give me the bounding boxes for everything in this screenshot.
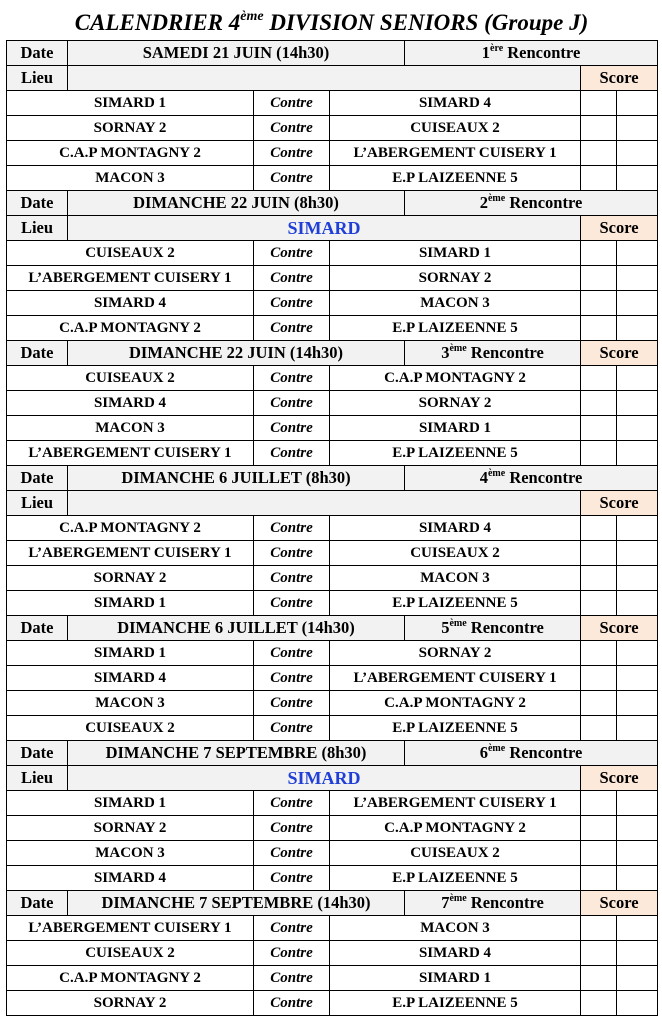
rencontre-label: Rencontre (505, 743, 583, 762)
lieu-label: Lieu (7, 766, 68, 791)
rencontre-label: Rencontre (505, 468, 583, 487)
round-number-value: 4 (479, 468, 488, 487)
home-team: SIMARD 4 (7, 666, 254, 691)
round-number (405, 466, 658, 491)
round-number (405, 891, 581, 916)
away-score-cell (617, 641, 658, 666)
home-score-cell (581, 991, 617, 1016)
away-team: SORNAY 2 (330, 391, 581, 416)
home-score-cell (581, 666, 617, 691)
home-team: L’ABERGEMENT CUISERY 1 (7, 916, 254, 941)
calendar-sheet (6, 6, 657, 1016)
round-number-value: 5 (441, 618, 450, 637)
away-team: E.P LAIZEENNE 5 (330, 166, 581, 191)
away-team: MACON 3 (330, 566, 581, 591)
home-score-cell (581, 266, 617, 291)
home-team: SIMARD 4 (7, 866, 254, 891)
home-team: SORNAY 2 (7, 566, 254, 591)
match-row (7, 391, 658, 416)
round-number-value: 7 (441, 893, 450, 912)
round-date-row (7, 891, 658, 916)
round-date-row (7, 616, 658, 641)
page-title: CALENDRIER 4ème DIVISION SENIORS (Groupe J) (74, 9, 589, 35)
home-team: SIMARD 1 (7, 641, 254, 666)
home-team: SIMARD 1 (7, 91, 254, 116)
away-team: CUISEAUX 2 (330, 541, 581, 566)
away-score-cell (617, 441, 658, 466)
match-row (7, 441, 658, 466)
versus-label: Contre (254, 291, 330, 316)
home-score-cell (581, 291, 617, 316)
away-score-cell (617, 91, 658, 116)
match-row (7, 566, 658, 591)
match-row (7, 841, 658, 866)
round-number-suffix: ème (487, 193, 506, 204)
away-score-cell (617, 866, 658, 891)
versus-label: Contre (254, 266, 330, 291)
home-score-cell (581, 541, 617, 566)
round-number-suffix: ème (449, 618, 467, 629)
score-label: Score (581, 216, 658, 241)
away-score-cell (617, 591, 658, 616)
away-score-cell (617, 366, 658, 391)
rencontre-label: Rencontre (505, 193, 583, 212)
round-number-value: 2 (479, 193, 488, 212)
away-team: SORNAY 2 (330, 266, 581, 291)
rencontre-label: Rencontre (503, 43, 581, 62)
home-score-cell (581, 366, 617, 391)
versus-label: Contre (254, 116, 330, 141)
home-score-cell (581, 641, 617, 666)
home-team: CUISEAUX 2 (7, 241, 254, 266)
home-score-cell (581, 116, 617, 141)
home-team: SIMARD 4 (7, 391, 254, 416)
rencontre-label: Rencontre (466, 343, 544, 362)
away-score-cell (617, 316, 658, 341)
home-team: CUISEAUX 2 (7, 941, 254, 966)
versus-label: Contre (254, 241, 330, 266)
away-team: E.P LAIZEENNE 5 (330, 316, 581, 341)
away-team: E.P LAIZEENNE 5 (330, 441, 581, 466)
away-score-cell (617, 966, 658, 991)
away-score-cell (617, 716, 658, 741)
away-score-cell (617, 116, 658, 141)
away-score-cell (617, 791, 658, 816)
home-score-cell (581, 791, 617, 816)
away-team: SIMARD 1 (330, 416, 581, 441)
away-score-cell (617, 291, 658, 316)
away-team: SORNAY 2 (330, 641, 581, 666)
lieu-label: Lieu (7, 216, 68, 241)
away-team: CUISEAUX 2 (330, 841, 581, 866)
away-score-cell (617, 666, 658, 691)
home-team: CUISEAUX 2 (7, 716, 254, 741)
round-date: DIMANCHE 7 SEPTEMBRE (14h30) (68, 891, 405, 916)
match-row (7, 366, 658, 391)
round-number-value: 1 (481, 43, 490, 62)
away-score-cell (617, 541, 658, 566)
away-team: C.A.P MONTAGNY 2 (330, 816, 581, 841)
match-row (7, 991, 658, 1016)
away-score-cell (617, 916, 658, 941)
round-number-suffix: ème (449, 343, 467, 354)
away-team: SIMARD 1 (330, 241, 581, 266)
home-team: SIMARD 1 (7, 591, 254, 616)
home-team: C.A.P MONTAGNY 2 (7, 141, 254, 166)
home-score-cell (581, 91, 617, 116)
away-score-cell (617, 516, 658, 541)
home-team: SORNAY 2 (7, 991, 254, 1016)
home-score-cell (581, 166, 617, 191)
away-team: E.P LAIZEENNE 5 (330, 591, 581, 616)
versus-label: Contre (254, 641, 330, 666)
away-team: SIMARD 4 (330, 941, 581, 966)
home-team: CUISEAUX 2 (7, 366, 254, 391)
home-team: L’ABERGEMENT CUISERY 1 (7, 266, 254, 291)
away-team: E.P LAIZEENNE 5 (330, 716, 581, 741)
match-row (7, 91, 658, 116)
home-team: SIMARD 1 (7, 791, 254, 816)
versus-label: Contre (254, 666, 330, 691)
match-row (7, 916, 658, 941)
round-date: DIMANCHE 6 JUILLET (14h30) (68, 616, 405, 641)
versus-label: Contre (254, 366, 330, 391)
versus-label: Contre (254, 866, 330, 891)
date-label: Date (7, 891, 68, 916)
venue: SIMARD (68, 766, 581, 791)
date-label: Date (7, 616, 68, 641)
schedule-table (6, 40, 658, 1016)
versus-label: Contre (254, 716, 330, 741)
away-team: E.P LAIZEENNE 5 (330, 866, 581, 891)
home-score-cell (581, 816, 617, 841)
home-team: SORNAY 2 (7, 116, 254, 141)
away-team: L’ABERGEMENT CUISERY 1 (330, 141, 581, 166)
home-team: C.A.P MONTAGNY 2 (7, 966, 254, 991)
home-team: L’ABERGEMENT CUISERY 1 (7, 541, 254, 566)
home-score-cell (581, 416, 617, 441)
versus-label: Contre (254, 566, 330, 591)
home-team: L’ABERGEMENT CUISERY 1 (7, 441, 254, 466)
away-score-cell (617, 941, 658, 966)
venue: SIMARD (68, 216, 581, 241)
round-number (405, 616, 581, 641)
round-number-value: 3 (441, 343, 450, 362)
round-date: DIMANCHE 22 JUIN (14h30) (68, 341, 405, 366)
round-lieu-row (7, 66, 658, 91)
versus-label: Contre (254, 316, 330, 341)
home-score-cell (581, 241, 617, 266)
versus-label: Contre (254, 91, 330, 116)
match-row (7, 266, 658, 291)
away-team: CUISEAUX 2 (330, 116, 581, 141)
home-score-cell (581, 966, 617, 991)
versus-label: Contre (254, 141, 330, 166)
date-label: Date (7, 41, 68, 66)
round-lieu-row (7, 216, 658, 241)
home-team: MACON 3 (7, 841, 254, 866)
match-row (7, 141, 658, 166)
round-date-row (7, 191, 658, 216)
away-score-cell (617, 691, 658, 716)
match-row (7, 241, 658, 266)
versus-label: Contre (254, 841, 330, 866)
score-label: Score (581, 891, 658, 916)
date-label: Date (7, 191, 68, 216)
versus-label: Contre (254, 166, 330, 191)
rencontre-label: Rencontre (466, 893, 544, 912)
round-date: SAMEDI 21 JUIN (14h30) (68, 41, 405, 66)
away-team: MACON 3 (330, 291, 581, 316)
away-team: SIMARD 1 (330, 966, 581, 991)
round-date-row (7, 341, 658, 366)
round-date-row (7, 466, 658, 491)
round-number-suffix: ème (487, 743, 506, 754)
venue (68, 66, 581, 91)
round-number-suffix: ème (449, 893, 467, 904)
round-lieu-row (7, 491, 658, 516)
round-number (405, 41, 658, 66)
match-row (7, 316, 658, 341)
home-team: SORNAY 2 (7, 816, 254, 841)
score-label: Score (581, 766, 658, 791)
match-row (7, 791, 658, 816)
round-number (405, 341, 581, 366)
versus-label: Contre (254, 966, 330, 991)
versus-label: Contre (254, 816, 330, 841)
rencontre-label: Rencontre (466, 618, 544, 637)
score-label: Score (581, 616, 658, 641)
away-score-cell (617, 816, 658, 841)
home-team: MACON 3 (7, 691, 254, 716)
round-date-row (7, 741, 658, 766)
match-row (7, 816, 658, 841)
home-score-cell (581, 441, 617, 466)
match-row (7, 166, 658, 191)
away-score-cell (617, 266, 658, 291)
match-row (7, 866, 658, 891)
match-row (7, 516, 658, 541)
home-team: SIMARD 4 (7, 291, 254, 316)
away-score-cell (617, 566, 658, 591)
versus-label: Contre (254, 516, 330, 541)
versus-label: Contre (254, 691, 330, 716)
round-date: DIMANCHE 6 JUILLET (8h30) (68, 466, 405, 491)
versus-label: Contre (254, 991, 330, 1016)
versus-label: Contre (254, 941, 330, 966)
away-team: L’ABERGEMENT CUISERY 1 (330, 791, 581, 816)
round-number-suffix: ème (487, 468, 506, 479)
round-date: DIMANCHE 22 JUIN (8h30) (68, 191, 405, 216)
match-row (7, 691, 658, 716)
away-team: SIMARD 4 (330, 91, 581, 116)
home-score-cell (581, 916, 617, 941)
home-score-cell (581, 716, 617, 741)
round-number (405, 191, 658, 216)
away-team: MACON 3 (330, 916, 581, 941)
away-team: L’ABERGEMENT CUISERY 1 (330, 666, 581, 691)
versus-label: Contre (254, 416, 330, 441)
home-team: MACON 3 (7, 166, 254, 191)
away-score-cell (617, 241, 658, 266)
home-score-cell (581, 941, 617, 966)
match-row (7, 641, 658, 666)
round-lieu-row (7, 766, 658, 791)
score-label: Score (581, 341, 658, 366)
home-score-cell (581, 391, 617, 416)
versus-label: Contre (254, 916, 330, 941)
away-team: E.P LAIZEENNE 5 (330, 991, 581, 1016)
match-row (7, 941, 658, 966)
match-row (7, 116, 658, 141)
date-label: Date (7, 341, 68, 366)
round-date: DIMANCHE 7 SEPTEMBRE (8h30) (68, 741, 405, 766)
lieu-label: Lieu (7, 66, 68, 91)
away-team: SIMARD 4 (330, 516, 581, 541)
match-row (7, 541, 658, 566)
away-score-cell (617, 391, 658, 416)
lieu-label: Lieu (7, 491, 68, 516)
home-team: MACON 3 (7, 416, 254, 441)
home-score-cell (581, 141, 617, 166)
round-number-suffix: ère (490, 43, 504, 54)
away-score-cell (617, 991, 658, 1016)
versus-label: Contre (254, 541, 330, 566)
versus-label: Contre (254, 591, 330, 616)
match-row (7, 666, 658, 691)
match-row (7, 716, 658, 741)
away-score-cell (617, 841, 658, 866)
match-row (7, 291, 658, 316)
score-label: Score (581, 491, 658, 516)
home-team: C.A.P MONTAGNY 2 (7, 316, 254, 341)
home-team: C.A.P MONTAGNY 2 (7, 516, 254, 541)
home-score-cell (581, 566, 617, 591)
home-score-cell (581, 691, 617, 716)
match-row (7, 966, 658, 991)
round-number (405, 741, 658, 766)
date-label: Date (7, 741, 68, 766)
away-score-cell (617, 166, 658, 191)
away-team: C.A.P MONTAGNY 2 (330, 691, 581, 716)
round-date-row (7, 41, 658, 66)
away-score-cell (617, 141, 658, 166)
home-score-cell (581, 866, 617, 891)
home-score-cell (581, 316, 617, 341)
home-score-cell (581, 591, 617, 616)
round-number-value: 6 (479, 743, 488, 762)
home-score-cell (581, 516, 617, 541)
match-row (7, 416, 658, 441)
home-score-cell (581, 841, 617, 866)
versus-label: Contre (254, 391, 330, 416)
match-row (7, 591, 658, 616)
away-team: C.A.P MONTAGNY 2 (330, 366, 581, 391)
venue (68, 491, 581, 516)
versus-label: Contre (254, 791, 330, 816)
date-label: Date (7, 466, 68, 491)
away-score-cell (617, 416, 658, 441)
versus-label: Contre (254, 441, 330, 466)
score-label: Score (581, 66, 658, 91)
